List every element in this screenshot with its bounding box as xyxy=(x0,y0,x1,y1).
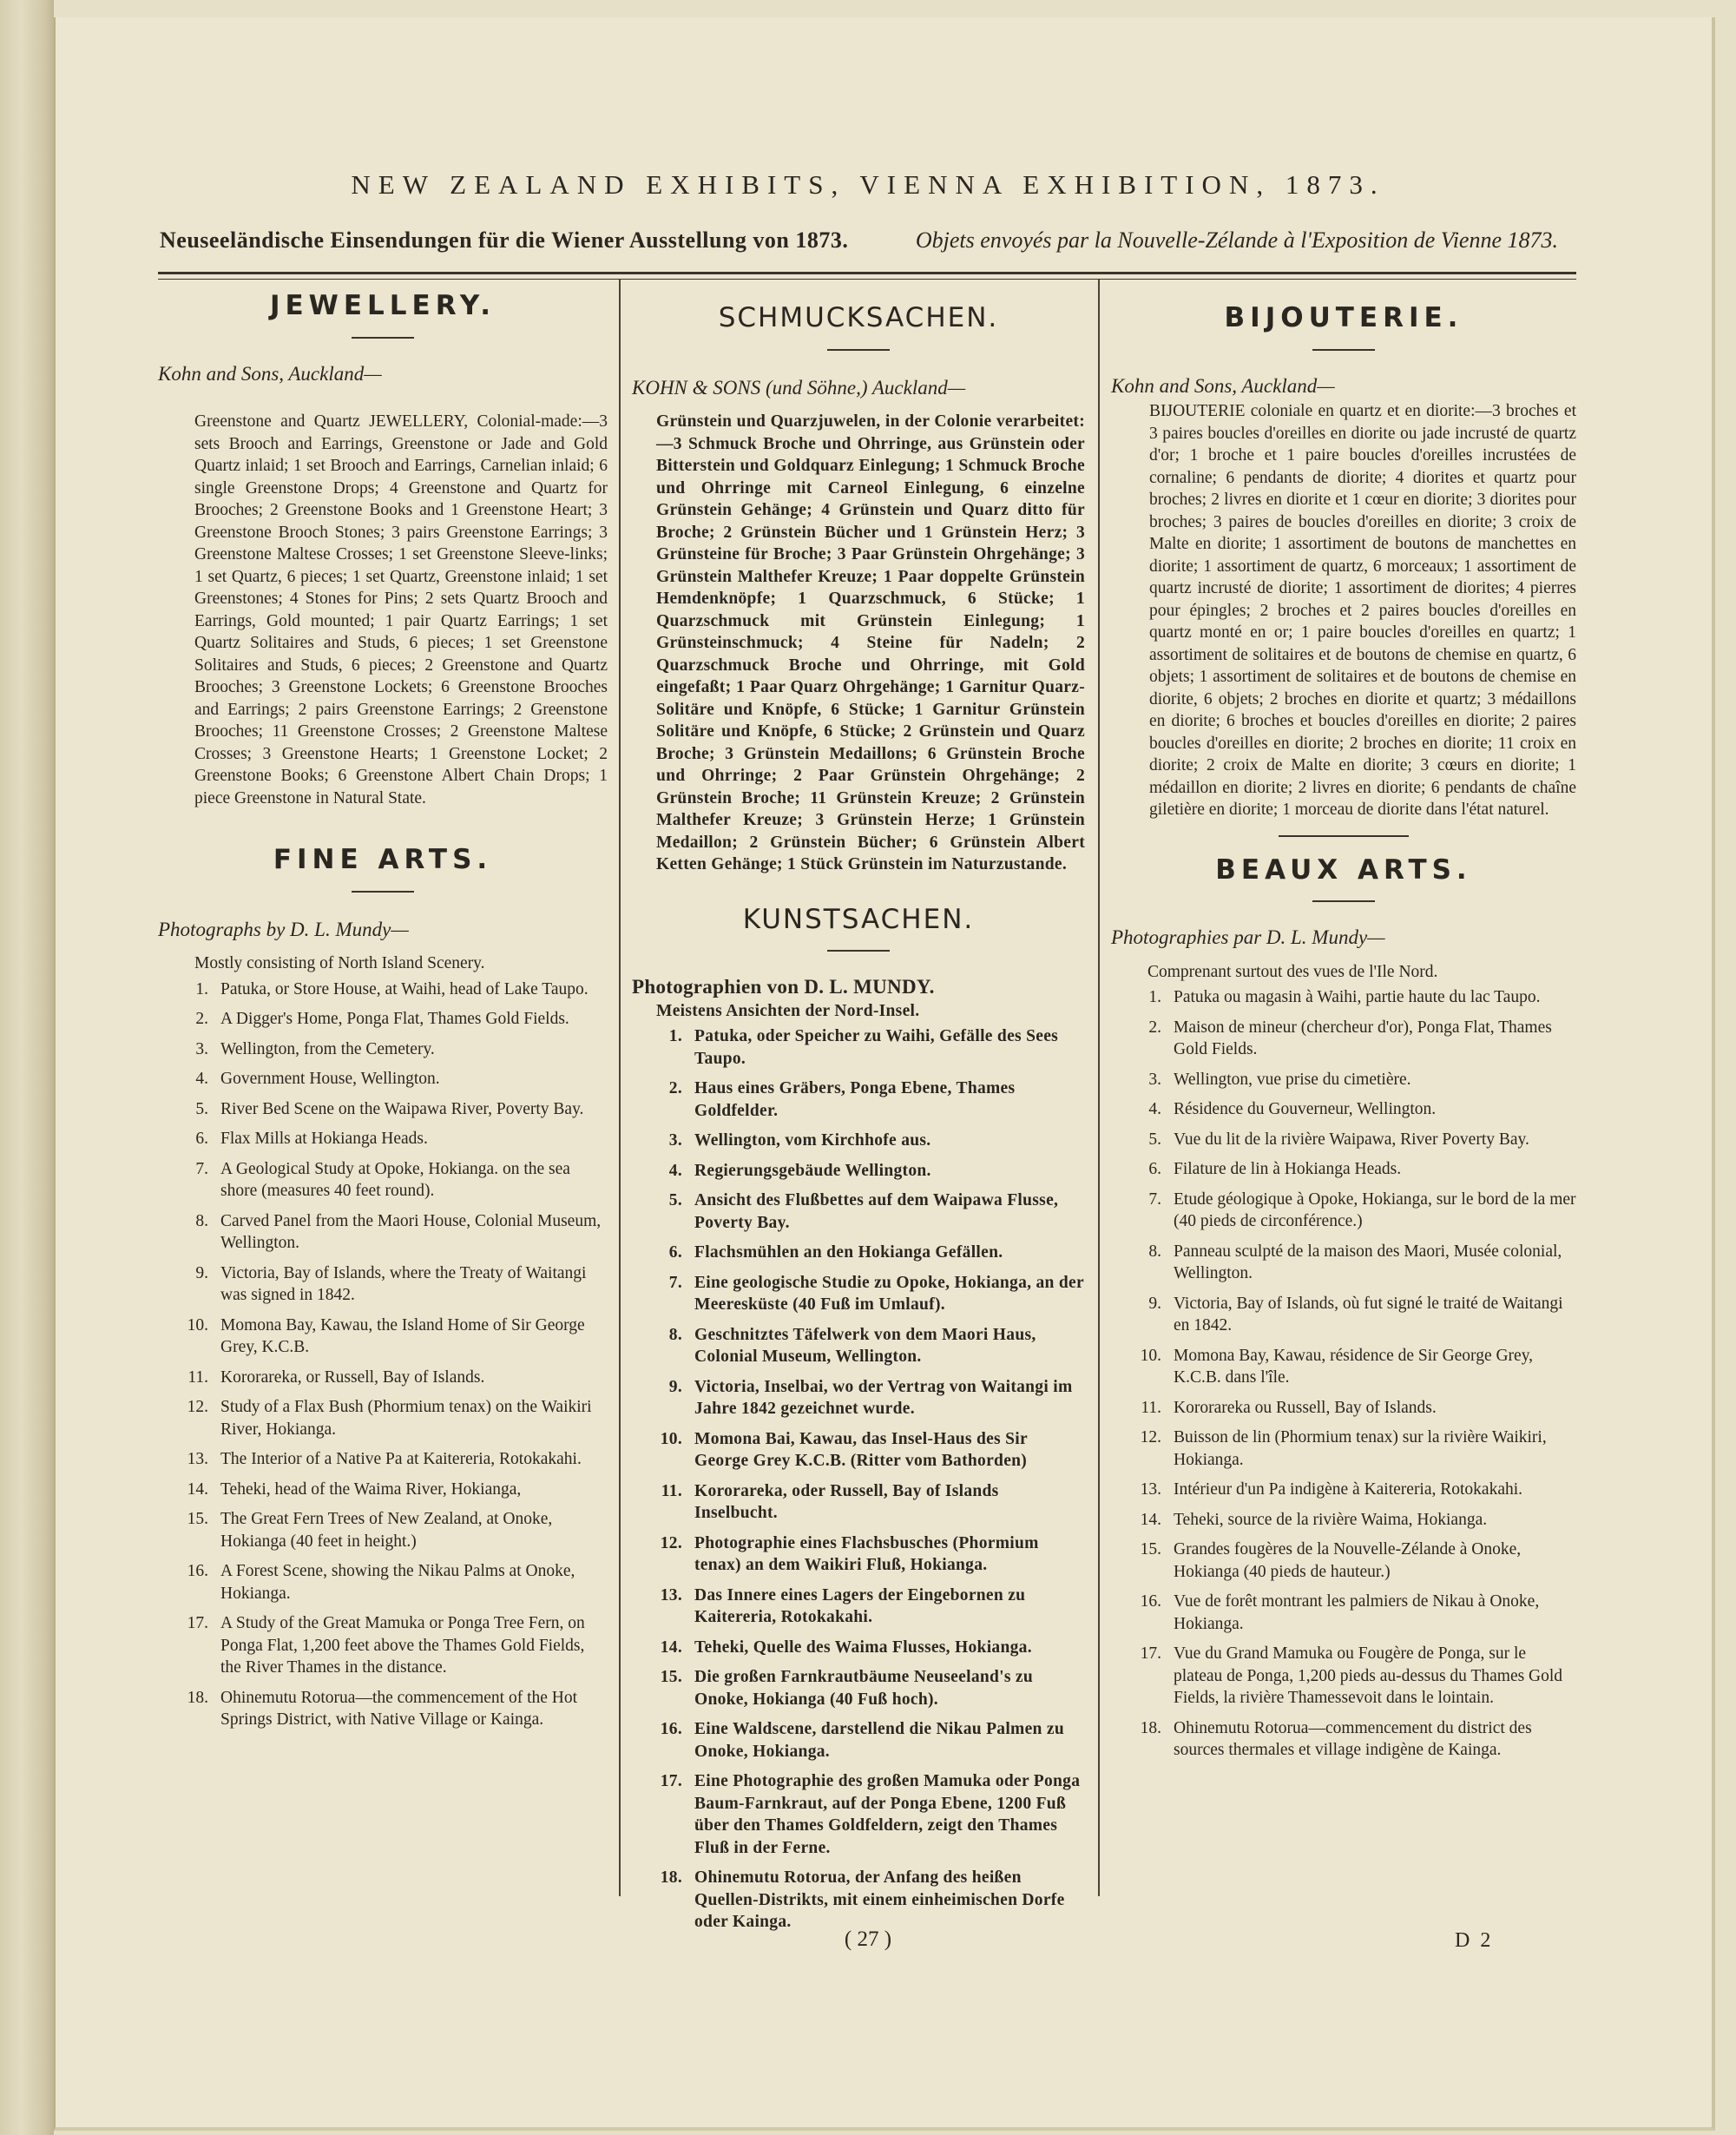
item-number: 1. xyxy=(195,979,208,998)
list-item xyxy=(158,1262,608,1307)
subtitle-german: Neuseeländische Einsendungen für die Wiener Ausstellung von 1873. xyxy=(160,227,849,253)
heading-jewellery: JEWELLERY. xyxy=(269,290,496,321)
item-number: 1. xyxy=(1148,988,1161,1006)
heading-beaux-arts: BEAUX ARTS. xyxy=(1215,853,1472,886)
item-number: 14. xyxy=(187,1479,208,1499)
item-number: 9. xyxy=(668,1377,682,1396)
item-text: Teheki, source de la rivière Waima, Hokianga. xyxy=(1174,1510,1488,1529)
item-text: Filature de lin à Hokianga Heads. xyxy=(1174,1160,1402,1178)
item-number: 5. xyxy=(1148,1130,1161,1149)
item-text: A Study of the Great Mamuka or Ponga Tree Fern, on Ponga Flat, 1,200 feet above the Thames Gold Fields, the River Thames in the distance. xyxy=(220,1614,585,1677)
list-item xyxy=(1111,1717,1576,1762)
list-item xyxy=(158,1068,608,1091)
item-number: 10. xyxy=(1140,1346,1161,1365)
list-item xyxy=(1111,1241,1576,1285)
item-number: 16. xyxy=(187,1562,208,1580)
heading-rule xyxy=(352,337,414,339)
item-number: 16. xyxy=(660,1720,682,1738)
column-english xyxy=(158,287,608,1739)
list-item xyxy=(158,1008,608,1031)
item-text: Wellington, vue prise du cimetière. xyxy=(1174,1070,1411,1089)
list-item xyxy=(632,1025,1085,1070)
list-item xyxy=(632,1585,1085,1629)
item-number: 2. xyxy=(1148,1018,1161,1037)
list-item xyxy=(1111,1643,1576,1710)
list-item xyxy=(1111,1591,1576,1635)
item-text: The Great Fern Trees of New Zealand, at Onoke, Hokianga (40 feet in height.) xyxy=(220,1510,553,1551)
list-item xyxy=(632,1770,1085,1859)
item-number: 17. xyxy=(1140,1644,1161,1663)
list-item xyxy=(1111,1293,1576,1337)
item-number: 9. xyxy=(1148,1294,1161,1313)
jewellery-description-fr: BIJOUTERIE coloniale en quartz et en diorite:—3 broches et 3 paires boucles d'oreilles en diorite ou jade incrusté de quartz d'or; 1 broche et 1 paire boucles d'oreilles incrustées de cornaline; 6 pendants de diorite; 4 diorites et quartz pour broches; 2 livres en diorite et 1 cœur en diorite; 3 diorites pour broches; 3 paires de boucles d'oreilles en diorite; 3 croix de Malte en diorite; 1 assortiment de boutons de manchettes en diorite; 1 assortiment de quartz, 6 morceaux; 1 assortiment de quartz incrusté de diorite; 1 assortiment de diorites; 4 pierres pour épingles; 2 broches et 2 paires boucles d'oreilles en quartz monté en or; 1 paire boucles d'oreilles en quartz; 1 assortiment de solitaires et de boutons de chemise en quartz, 6 objets; 1 assortiment de solitaires et de boutons de chemise en diorite, 6 objets; 2 broches en diorite et quartz; 3 médaillons en diorite; 6 broches et boucles d'oreilles en diorite; 2 paires boucles d'oreilles en diorite; 2 broches en diorite; 11 croix en diorite; 2 croix de Malte en diorite; 3 cœurs en diorite; 1 médaillon en diorite; 2 livres en diorite; 6 pendants de chaîne giletière en diorite; 1 morceau de diorite dans l'état naturel. xyxy=(1149,402,1576,819)
heading-rule xyxy=(1312,900,1375,902)
list-item xyxy=(632,1130,1085,1152)
item-text: The Interior of a Native Pa at Kaitereria, Rotokakahi. xyxy=(220,1450,582,1468)
section-rule xyxy=(1279,835,1409,837)
heading-kunstsachen: KUNSTSACHEN. xyxy=(742,903,975,935)
item-text: Ohinemutu Rotorua—the commencement of the Hot Springs District, with Native Village or Kainga. xyxy=(220,1688,578,1729)
list-item xyxy=(158,1098,608,1121)
item-text: Das Innere eines Lagers der Eingebornen zu Kaitereria, Rotokakahi. xyxy=(694,1585,1026,1626)
item-text: A Digger's Home, Ponga Flat, Thames Gold Fields. xyxy=(220,1010,569,1028)
list-item xyxy=(1111,1427,1576,1471)
list-item xyxy=(632,1160,1085,1183)
list-item xyxy=(1111,1509,1576,1532)
exhibitor-kohn-fr: Kohn and Sons, Auckland— xyxy=(1111,374,1335,397)
list-item xyxy=(158,979,608,1001)
item-text: Résidence du Gouverneur, Wellington. xyxy=(1174,1100,1437,1118)
photo-list-de xyxy=(632,1025,1085,1934)
item-text: Patuka ou magasin à Waihi, partie haute du lac Taupo. xyxy=(1174,988,1541,1006)
list-item xyxy=(632,1428,1085,1473)
list-item xyxy=(632,1077,1085,1122)
item-number: 9. xyxy=(195,1263,208,1282)
item-number: 4. xyxy=(1148,1100,1161,1118)
item-number: 15. xyxy=(660,1668,682,1686)
list-item xyxy=(158,1560,608,1605)
subtitle-french: Objets envoyés par la Nouvelle-Zélande à l'Exposition de Vienne 1873. xyxy=(915,227,1558,253)
item-number: 13. xyxy=(660,1585,682,1605)
item-text: Vue du Grand Mamuka ou Fougère de Ponga, sur le plateau de Ponga, 1,200 pieds au-dessus du Thames Gold Fields, la rivière Thamessevoit dans le lointain. xyxy=(1174,1644,1563,1707)
list-item xyxy=(158,1612,608,1679)
item-number: 13. xyxy=(1140,1480,1161,1499)
item-text: Vue de forêt montrant les palmiers de Nikau à Onoke, Hokianga. xyxy=(1174,1592,1540,1633)
item-text: Regierungsgebäude Wellington. xyxy=(694,1161,931,1180)
exhibitor-mundy-fr: Photographies par D. L. Mundy— xyxy=(1111,926,1385,948)
item-text: Ohinemutu Rotorua—commencement du district des sources thermales et village indigène de Kainga. xyxy=(1174,1718,1532,1759)
column-german xyxy=(632,287,1085,1941)
item-text: Victoria, Inselbai, wo der Vertrag von Waitangi im Jahre 1842 gezeichnet wurde. xyxy=(694,1377,1073,1418)
item-text: Eine Photographie des großen Mamuka oder Ponga Baum-Farnkraut, auf der Ponga Ebene, 1200 Fuß über den Thames Goldfeldern, zeigt den Thames Fluß in der Ferne. xyxy=(694,1772,1081,1857)
item-number: 7. xyxy=(668,1273,682,1292)
item-number: 15. xyxy=(1140,1540,1161,1558)
item-text: Etude géologique à Opoke, Hokianga, sur le bord de la mer (40 pieds de circonférence.) xyxy=(1174,1189,1576,1230)
fine-arts-intro-fr: Comprenant surtout des vues de l'Ile Nord. xyxy=(1147,962,1438,981)
item-number: 7. xyxy=(195,1159,208,1178)
item-text: Panneau sculpté de la maison des Maori, Musée colonial, Wellington. xyxy=(1174,1242,1562,1282)
item-text: Vue du lit de la rivière Waipawa, River Poverty Bay. xyxy=(1174,1130,1529,1149)
item-number: 4. xyxy=(668,1161,682,1180)
exhibitor-kohn-de: KOHN & SONS (und Söhne,) Auckland— xyxy=(632,376,966,399)
jewellery-description-en: Greenstone and Quartz JEWELLERY, Colonial-made:—3 sets Brooch and Earrings, Greenstone or Jade and Gold Quartz inlaid; 1 set Brooch and Earrings, Carnelian inlaid; 6 single Greenstone Drops; 4 Greenstone and Quartz for Brooches; 2 Greenstone Books and 1 Greenstone Heart; 3 Greenstone Brooch Stones; 3 pairs Greenstone Earrings; 3 Greenstone Maltese Crosses; 1 set Greenstone Sleeve-links; 1 set Quartz, 6 pieces; 1 set Quartz, Greenstone inlaid; 1 set Greenstones; 4 Stones for Pins; 2 sets Quartz Brooch and Earrings, Gold mounted; 1 pair Quartz Earrings; 1 set Quartz Solitaires and Studs, 6 pieces; 1 set Greenstone Solitaires and Studs, 6 pieces; 2 Greenstone and Quartz Brooches; 3 Greenstone Lockets; 6 Greenstone Brooches and Earrings; 2 pairs Greenstone Earrings; 2 Greenstone Brooches; 11 Greenstone Crosses; 2 Greenstone Maltese Crosses; 3 Greenstone Hearts; 1 Greenstone Locket; 2 Greenstone Books; 6 Greenstone Albert Chain Drops; 1 piece Greenstone in Natural State. xyxy=(194,412,608,807)
list-item xyxy=(1111,1017,1576,1061)
list-item xyxy=(158,1687,608,1731)
item-text: Flax Mills at Hokianga Heads. xyxy=(220,1130,428,1148)
list-item xyxy=(158,1367,608,1389)
heading-bijouterie: BIJOUTERIE. xyxy=(1224,302,1463,333)
item-number: 12. xyxy=(1140,1428,1161,1446)
list-item xyxy=(158,1448,608,1471)
list-item xyxy=(632,1189,1085,1234)
item-number: 8. xyxy=(668,1325,682,1344)
jewellery-description-de: Grünstein und Quarzjuwelen, in der Colonie verarbeitet:—3 Schmuck Broche und Ohrringe, aus Grünstein oder Bitterstein und Goldquarz Einlegung; 1 Schmuck Broche und Ohrringe mit Carneol Einlegung, 6 einzelne Grünstein Gehänge; 4 Grünstein und Quarz ditto für Broche; 2 Grünstein Bücher und 1 Grünstein Herz; 3 Grünsteine für Broche; 3 Paar Grünstein Ohrgehänge; 3 Grünstein Malthefer Kreuze; 1 Paar doppelte Grünstein Hemdenknöpfe; 1 Quarzschmuck, 6 Stücke; 1 Quarzschmuck mit Grünstein Einlegung; 1 Grünsteinschmuck; 4 Steine für Nadeln; 2 Quarzschmuck Broche und Ohrringe, mit Gold eingefaßt; 1 Paar Quarz Ohrgehänge; 1 Garnitur Quarz-Solitäre und Knöpfe, 6 Stücke; 1 Garnitur Grünstein Solitäre und Knöpfe, 6 Stücke; 2 Grünstein und Quarz Broche; 3 Grünstein Medaillons; 6 Grünstein Broche und Ohrringe; 2 Paar Grünstein Ohrgehänge; 2 Grünstein Broche; 11 Grünstein Kreuze; 2 Grünstein Malthefer Kreuze; 3 Grünstein Herze; 1 Grünstein Medaillon; 2 Grünstein Bücher; 6 Grünstein Albert Ketten Gehänge; 1 Stück Grünstein im Naturzustande. xyxy=(656,412,1085,873)
list-item xyxy=(158,1038,608,1061)
exhibitor-mundy-en: Photographs by D. L. Mundy— xyxy=(158,918,409,940)
list-item xyxy=(1111,1098,1576,1121)
item-text: Victoria, Bay of Islands, où fut signé le traité de Waitangi en 1842. xyxy=(1174,1294,1563,1334)
item-number: 6. xyxy=(668,1243,682,1262)
heading-rule xyxy=(352,891,414,893)
list-item xyxy=(158,1479,608,1501)
item-number: 6. xyxy=(1148,1160,1161,1178)
item-text: River Bed Scene on the Waipawa River, Poverty Bay. xyxy=(220,1099,584,1118)
item-text: Die großen Farnkrautbäume Neuseeland's zu Onoke, Hokianga (40 Fuß hoch). xyxy=(694,1668,1034,1709)
heading-rule xyxy=(827,349,890,351)
list-item xyxy=(632,1867,1085,1934)
item-text: Patuka, or Store House, at Waihi, head of Lake Taupo. xyxy=(220,979,589,998)
fine-arts-intro-de: Meistens Ansichten der Nord-Insel. xyxy=(656,1001,920,1020)
item-number: 13. xyxy=(187,1450,208,1468)
list-item xyxy=(158,1210,608,1255)
item-number: 18. xyxy=(660,1868,682,1887)
page-number: ( 27 ) xyxy=(844,1927,892,1951)
item-number: 4. xyxy=(195,1070,208,1088)
item-text: Flachsmühlen an den Hokianga Gefällen. xyxy=(694,1243,1003,1262)
item-number: 11. xyxy=(1141,1398,1161,1417)
item-number: 5. xyxy=(668,1191,682,1209)
item-text: Teheki, Quelle des Waima Flusses, Hokianga. xyxy=(694,1637,1032,1657)
item-number: 14. xyxy=(1140,1510,1161,1529)
heading-rule xyxy=(827,950,890,952)
item-number: 5. xyxy=(195,1099,208,1118)
item-text: Grandes fougères de la Nouvelle-Zélande à Onoke, Hokianga (40 pieds de hauteur.) xyxy=(1174,1540,1522,1581)
item-text: A Geological Study at Opoke, Hokianga. on the sea shore (measures 40 feet round). xyxy=(220,1159,570,1200)
item-text: Intérieur d'un Pa indigène à Kaitereria, Rotokakahi. xyxy=(1174,1480,1523,1499)
list-item xyxy=(632,1718,1085,1763)
list-item xyxy=(632,1637,1085,1659)
item-number: 8. xyxy=(1148,1242,1161,1261)
item-number: 16. xyxy=(1140,1592,1161,1611)
printer-signature: D 2 xyxy=(1455,1929,1494,1952)
item-number: 10. xyxy=(660,1429,682,1448)
item-text: Geschnitztes Täfelwerk von dem Maori Haus, Colonial Museum, Wellington. xyxy=(694,1325,1036,1366)
list-item xyxy=(632,1324,1085,1368)
item-text: Ohinemutu Rotorua, der Anfang des heißen Quellen-Distrikts, mit einem einheimischen Dorfe oder Kainga. xyxy=(694,1868,1065,1931)
column-divider-right xyxy=(1098,280,1100,1896)
item-number: 2. xyxy=(195,1010,208,1028)
list-item xyxy=(632,1532,1085,1577)
list-item xyxy=(1111,1539,1576,1583)
item-number: 11. xyxy=(187,1367,208,1387)
item-text: Victoria, Bay of Islands, where the Treaty of Waitangi was signed in 1842. xyxy=(220,1263,587,1304)
item-text: Government House, Wellington. xyxy=(220,1070,440,1088)
list-item xyxy=(632,1242,1085,1264)
item-text: Teheki, head of the Waima River, Hokianga, xyxy=(220,1479,522,1499)
photo-list-en xyxy=(158,979,608,1731)
item-text: Eine Waldscene, darstellend die Nikau Palmen zu Onoke, Hokianga. xyxy=(694,1720,1064,1761)
page-title: NEW ZEALAND EXHIBITS, VIENNA EXHIBITION, 1873. xyxy=(351,169,1385,200)
list-item xyxy=(1111,1479,1576,1501)
item-text: Kororareka, or Russell, Bay of Islands. xyxy=(220,1367,485,1387)
heading-schmucksachen: SCHMUCKSACHEN. xyxy=(718,302,999,333)
item-text: Maison de mineur (chercheur d'or), Ponga Flat, Thames Gold Fields. xyxy=(1174,1018,1552,1058)
list-item xyxy=(1111,1345,1576,1389)
item-number: 2. xyxy=(668,1079,682,1097)
list-item xyxy=(158,1396,608,1440)
heading-fine-arts: FINE ARTS. xyxy=(273,844,493,875)
item-number: 8. xyxy=(195,1211,208,1230)
list-item xyxy=(632,1272,1085,1316)
item-number: 11. xyxy=(661,1481,682,1500)
item-text: Buisson de lin (Phormium tenax) sur la rivière Waikiri, Hokianga. xyxy=(1174,1428,1547,1469)
item-number: 12. xyxy=(660,1533,682,1552)
exhibitor-kohn-en: Kohn and Sons, Auckland— xyxy=(158,362,382,385)
list-item xyxy=(632,1666,1085,1710)
header-double-rule xyxy=(158,272,1576,280)
column-french xyxy=(1111,287,1576,1769)
heading-rule xyxy=(1312,349,1375,351)
photo-list-fr xyxy=(1111,986,1576,1762)
item-number: 12. xyxy=(187,1398,208,1416)
book-gutter xyxy=(0,0,54,2135)
item-number: 18. xyxy=(187,1688,208,1707)
item-text: Eine geologische Studie zu Opoke, Hokianga, an der Meeresküste (40 Fuß im Umlauf). xyxy=(694,1273,1084,1314)
item-text: Wellington, from the Cemetery. xyxy=(220,1039,435,1058)
list-item xyxy=(1111,1129,1576,1151)
item-text: Ansicht des Flußbettes auf dem Waipawa Flusse, Poverty Bay. xyxy=(694,1191,1059,1232)
item-text: Photographie eines Flachsbusches (Phormium tenax) an dem Waikiri Fluß, Hokianga. xyxy=(694,1533,1039,1574)
item-number: 10. xyxy=(187,1315,208,1334)
item-text: Kororareka, oder Russell, Bay of Islands Inselbucht. xyxy=(694,1481,999,1522)
item-text: Study of a Flax Bush (Phormium tenax) on the Waikiri River, Hokianga. xyxy=(220,1398,592,1439)
item-text: Patuka, oder Speicher zu Waihi, Gefälle des Sees Taupo. xyxy=(694,1027,1059,1068)
item-number: 3. xyxy=(195,1039,208,1058)
list-item xyxy=(158,1315,608,1359)
column-divider-left xyxy=(619,280,621,1896)
list-item xyxy=(1111,1069,1576,1091)
list-item xyxy=(1111,1158,1576,1181)
item-number: 15. xyxy=(187,1510,208,1528)
list-item xyxy=(632,1480,1085,1525)
list-item xyxy=(158,1128,608,1150)
item-text: A Forest Scene, showing the Nikau Palms at Onoke, Hokianga. xyxy=(220,1562,575,1603)
fine-arts-intro-en: Mostly consisting of North Island Scenery. xyxy=(194,954,485,972)
item-number: 3. xyxy=(668,1131,682,1150)
list-item xyxy=(158,1508,608,1552)
item-text: Kororareka ou Russell, Bay of Islands. xyxy=(1174,1398,1437,1417)
item-number: 14. xyxy=(660,1637,682,1657)
item-number: 6. xyxy=(195,1130,208,1148)
exhibitor-mundy-de: Photographien von D. L. MUNDY. xyxy=(632,976,935,998)
item-number: 17. xyxy=(187,1614,208,1632)
item-text: Carved Panel from the Maori House, Colonial Museum, Wellington. xyxy=(220,1211,602,1252)
list-item xyxy=(1111,986,1576,1009)
item-number: 1. xyxy=(668,1027,682,1045)
item-number: 18. xyxy=(1140,1718,1161,1737)
item-number: 7. xyxy=(1148,1189,1161,1209)
list-item xyxy=(632,1376,1085,1420)
item-text: Wellington, vom Kirchhofe aus. xyxy=(694,1131,931,1150)
list-item xyxy=(1111,1189,1576,1233)
item-number: 17. xyxy=(660,1772,682,1790)
list-item xyxy=(158,1158,608,1203)
item-number: 3. xyxy=(1148,1070,1161,1089)
list-item xyxy=(1111,1397,1576,1420)
item-text: Momona Bai, Kawau, das Insel-Haus des Sir George Grey K.C.B. (Ritter vom Bathorden) xyxy=(694,1429,1028,1470)
item-text: Momona Bay, Kawau, résidence de Sir George Grey, K.C.B. dans l'île. xyxy=(1174,1346,1534,1387)
item-text: Haus eines Gräbers, Ponga Ebene, Thames Goldfelder. xyxy=(694,1079,1016,1120)
item-text: Momona Bay, Kawau, the Island Home of Sir George Grey, K.C.B. xyxy=(220,1315,585,1356)
